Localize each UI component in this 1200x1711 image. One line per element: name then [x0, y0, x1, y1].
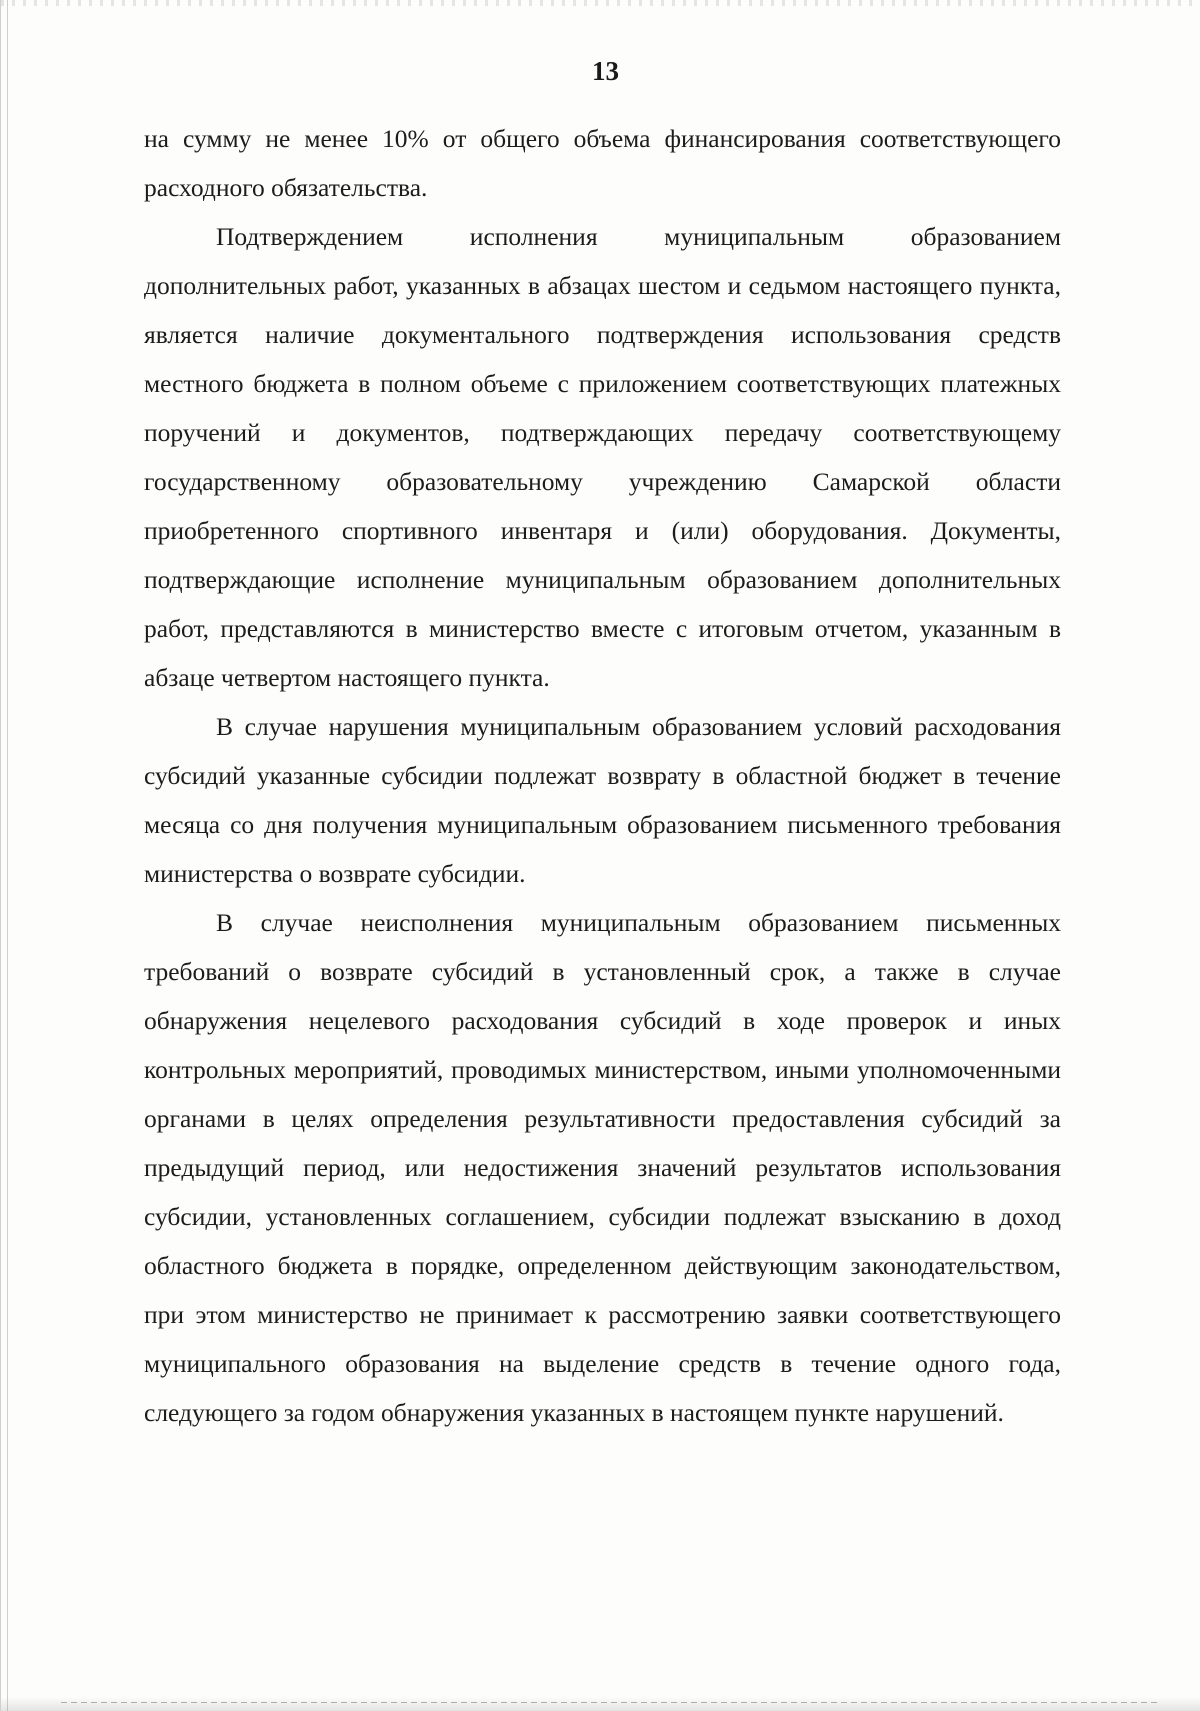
scan-left-edge: [7, 0, 8, 1711]
paragraph-1: на сумму не менее 10% от общего объема финансирования соответствующего расходного обязательства.: [144, 124, 1061, 202]
scan-edge-bottom: [1, 1697, 1200, 1711]
paragraph-4: В случае неисполнения муниципальным образованием письменных требований о возврате субсидий в установленный срок, а также в случае обнаружения нецелевого расходования субсидий в ходе проверок и иных контрольных мероприятий, проводимых министерством, иными уполномоченными органами в целях определения результативности предоставления субсидий за предыдущий период, или недостижения значений результатов использования субсидии, установленных соглашением, субсидии подлежат взысканию в доход областного бюджета в порядке, определенном действующим законодательством, при этом министерство не принимает к рассмотрению заявки соответствующего муниципального образования на выделение средств в течение одного года, следующего за годом обнаружения указанных в настоящем пункте нарушений.: [144, 908, 1061, 1427]
paragraph-3: В случае нарушения муниципальным образованием условий расходования субсидий указанные субсидии подлежат возврату в областной бюджет в течение месяца со дня получения муниципальным образованием письменного требования министерства о возврате субсидии.: [144, 712, 1061, 888]
document-body: [144, 114, 1061, 1437]
page-number: 13: [592, 56, 619, 86]
paragraph-2: Подтверждением исполнения муниципальным образованием дополнительных работ, указанных в абзацах шестом и седьмом настоящего пункта, является наличие документального подтверждения использования средств местного бюджета в полном объеме с приложением соответствующих платежных поручений и документов, подтверждающих передачу соответствующему государственному образовательному учреждению Самарской области приобретенного спортивного инвентаря и (или) оборудования. Документы, подтверждающие исполнение муниципальным образованием дополнительных работ, представляются в министерство вместе с итоговым отчетом, указанным в абзаце четвертом настоящего пункта.: [144, 222, 1061, 692]
scan-edge-top: [1, 0, 1200, 6]
